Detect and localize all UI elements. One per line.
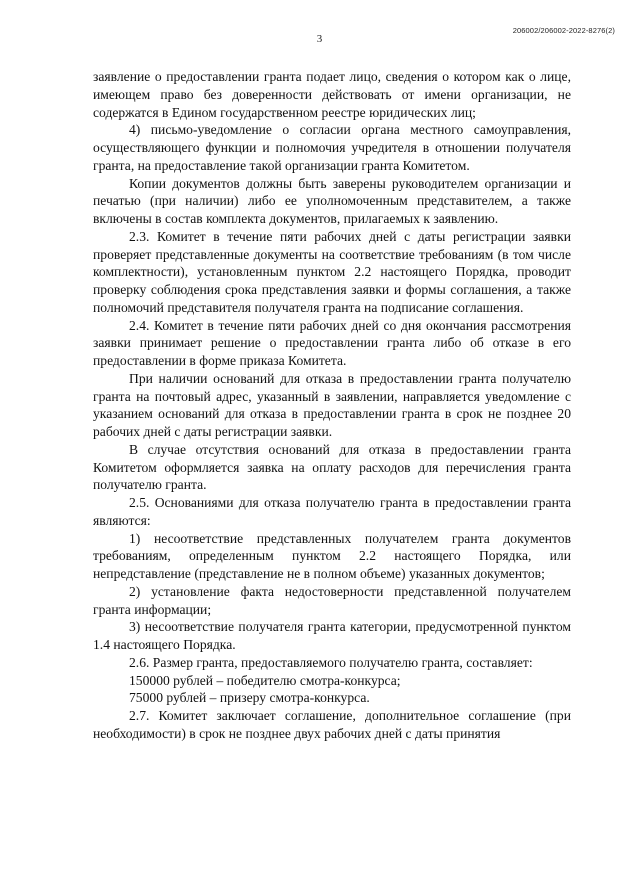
document-body — [93, 68, 571, 743]
list-item-1: 1) несоответствие представленных получателем гранта документов требованиям, определенным пунктом 2.2 настоящего Порядка, или непредставление (представление не в полном объеме) указанных документов; — [93, 530, 571, 581]
list-item-3: 3) несоответствие получателя гранта категории, предусмотренной пунктом 1.4 настоящего Порядка. — [93, 619, 571, 652]
page-number: 3 — [316, 33, 323, 45]
paragraph-payment-request: В случае отсутствия оснований для отказа в предоставлении гранта Комитетом оформляется заявка на оплату расходов для перечисления гранта получателю гранта. — [93, 441, 571, 493]
paragraph-2-3: 2.3. Комитет в течение пяти рабочих дней с даты регистрации заявки проверяет представленные документы на соответствие требованиям (в том числе комплектности), установленным пунктом 2.2 настоящего Порядка, проводит проверку соблюдения срока представления заявки и формы соглашения, а также полномочий представителя получателя гранта на подписание соглашения. — [93, 228, 571, 315]
paragraph-continuation: заявление о предоставлении гранта подает лицо, сведения о котором как о лице, имеющем право без доверенности действовать от имени организации, не содержатся в Едином государственном реестре юридических лиц; — [93, 69, 571, 120]
paragraph-refusal-notice: При наличии оснований для отказа в предоставлении гранта получателю гранта на почтовый адрес, указанный в заявлении, направляется уведомление с указанием оснований для отказа в предоставлении гранта в срок не позднее 20 рабочих дней с даты регистрации заявки. — [93, 370, 571, 439]
paragraph-2-4: 2.4. Комитет в течение пяти рабочих дней со дня окончания рассмотрения заявки принимает решение о предоставлении гранта либо об отказе в его предоставлении в форме приказа Комитета. — [93, 317, 571, 368]
paragraph-2-6: 2.6. Размер гранта, предоставляемого получателю гранта, составляет: — [129, 654, 533, 670]
paragraph-copies-certification: Копии документов должны быть заверены руководителем организации и печатью (при наличии) либо ее уполномоченным представителем, а также включены в состав комплекта документов, прилагаемых к заявлению. — [93, 175, 571, 226]
paragraph-2-7: 2.7. Комитет заключает соглашение, дополнительное соглашение (при необходимости) в срок не позднее двух рабочих дней с даты принятия — [93, 708, 571, 741]
paragraph-2-5: 2.5. Основаниями для отказа получателю гранта в предоставлении гранта являются: — [93, 495, 571, 528]
document-registration-number: 206002/206002-2022-8276(2) — [512, 26, 615, 35]
list-item-2: 2) установление факта недостоверности представленной получателем гранта информации; — [93, 583, 571, 617]
grant-amount-winner: 150000 рублей – победителю смотра-конкурса; — [129, 672, 401, 688]
paragraph-item-4: 4) письмо-уведомление о согласии органа местного самоуправления, осуществляющего функции и полномочия учредителя в отношении получателя гранта, на предоставление такой организации гранта Комитетом. — [93, 122, 571, 173]
grant-amount-prize: 75000 рублей – призеру смотра-конкурса. — [129, 690, 370, 706]
